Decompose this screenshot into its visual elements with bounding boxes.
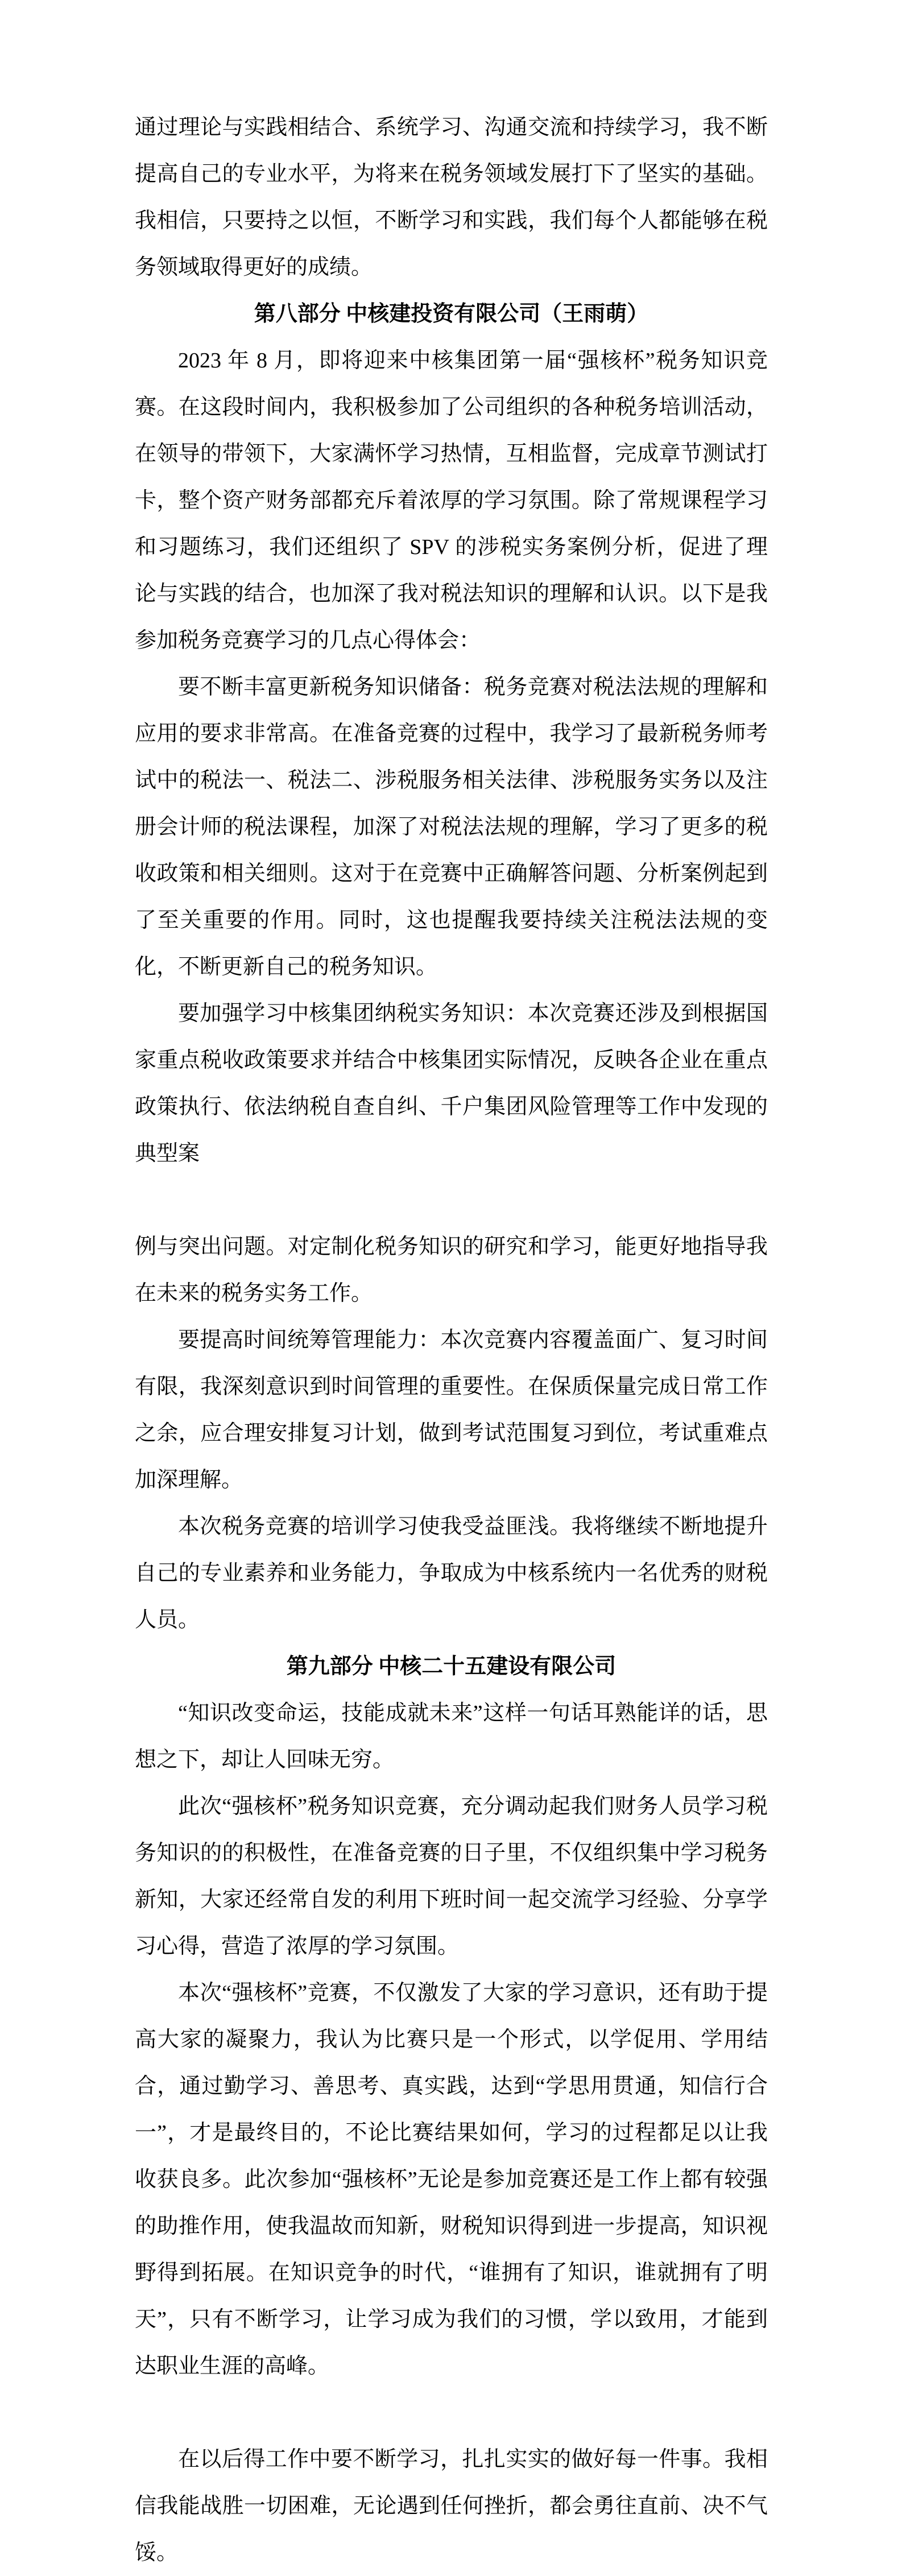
paragraph: “知识改变命运，技能成就未来”这样一句话耳熟能详的话，思想之下，却让人回味无穷。 [135,1701,768,1772]
paragraph: 本次税务竞赛的培训学习使我受益匪浅。我将继续不断地提升自己的专业素养和业务能力，争取成为中核系统内一名优秀的财税人员。 [135,1515,768,1632]
paragraph: 此次“强核杯”税务知识竞赛，充分调动起我们财务人员学习税务知识的的积极性，在准备竞赛的日子里，不仅组织集中学习税务新知，大家还经常自发的利用下班时间一起交流学习经验、分享学习心得，营造了浓厚的学习氛围。 [135,1794,768,1958]
paragraph: 在以后得工作中要不断学习，扎扎实实的做好每一件事。我相信我能战胜一切困难，无论遇到任何挫折，都会勇往直前、决不气馁。 [135,2447,768,2565]
paragraph: 2023 年 8 月，即将迎来中核集团第一届“强核杯”税务知识竞赛。在这段时间内，我积极参加了公司组织的各种税务培训活动，在领导的带领下，大家满怀学习热情，互相监督，完成章节测试打卡，整个资产财务部都充斥着浓厚的学习氛围。除了常规课程学习和习题练习，我们还组织了 SPV 的涉税实务案例分析，促进了理论与实践的结合，也加深了我对税法知识的理解和认识。以下是我参加税务竞赛学习的几点心得体会： [135,349,768,652]
section-heading-part8: 第八部分 中核建投资有限公司（王雨萌） [254,302,649,326]
section-heading-part9: 第九部分 中核二十五建设有限公司 [286,1655,616,1678]
paragraph-carryover: 通过理论与实践相结合、系统学习、沟通交流和持续学习，我不断提高自己的专业水平，为将来在税务领域发展打下了坚实的基础。我相信，只要持之以恒，不断学习和实践，我们每个人都能够在税务领域取得更好的成绩。 [135,115,768,279]
paragraph: 要提高时间统筹管理能力：本次竞赛内容覆盖面广、复习时间有限，我深刻意识到时间管理的重要性。在保质保量完成日常工作之余，应合理安排复习计划，做到考试范围复习到位，考试重难点加深理解。 [135,1328,768,1492]
paragraph: 要不断丰富更新税务知识储备：税务竞赛对税法法规的理解和应用的要求非常高。在准备竞赛的过程中，我学习了最新税务师考试中的税法一、税法二、涉税服务相关法律、涉税服务实务以及注册会计师的税法课程，加深了对税法法规的理解，学习了更多的税收政策和相关细则。这对于在竞赛中正确解答问题、分析案例起到了至关重要的作用。同时，这也提醒我要持续关注税法法规的变化，不断更新自己的税务知识。 [135,675,768,979]
paragraph-continuation: 例与突出问题。对定制化税务知识的研究和学习，能更好地指导我在未来的税务实务工作。 [135,1235,768,1305]
paragraph: 本次“强核杯”竞赛，不仅激发了大家的学习意识，还有助于提高大家的凝聚力，我认为比赛只是一个形式，以学促用、学用结合，通过勤学习、善思考、真实践，达到“学思用贯通，知信行合一”，才是最终目的，不论比赛结果如何，学习的过程都足以让我收获良多。此次参加“强核杯”无论是参加竞赛还是工作上都有较强的助推作用，使我温故而知新，财税知识得到进一步提高，知识视野得到拓展。在知识竞争的时代，“谁拥有了知识，谁就拥有了明天”，只有不断学习，让学习成为我们的习惯，学以致用，才能到达职业生涯的高峰。 [135,1981,768,2378]
paragraph: 要加强学习中核集团纳税实务知识：本次竞赛还涉及到根据国家重点税收政策要求并结合中核集团实际情况，反映各企业在重点政策执行、依法纳税自查自纠、千户集团风险管理等工作中发现的典型案 [135,1002,768,1165]
